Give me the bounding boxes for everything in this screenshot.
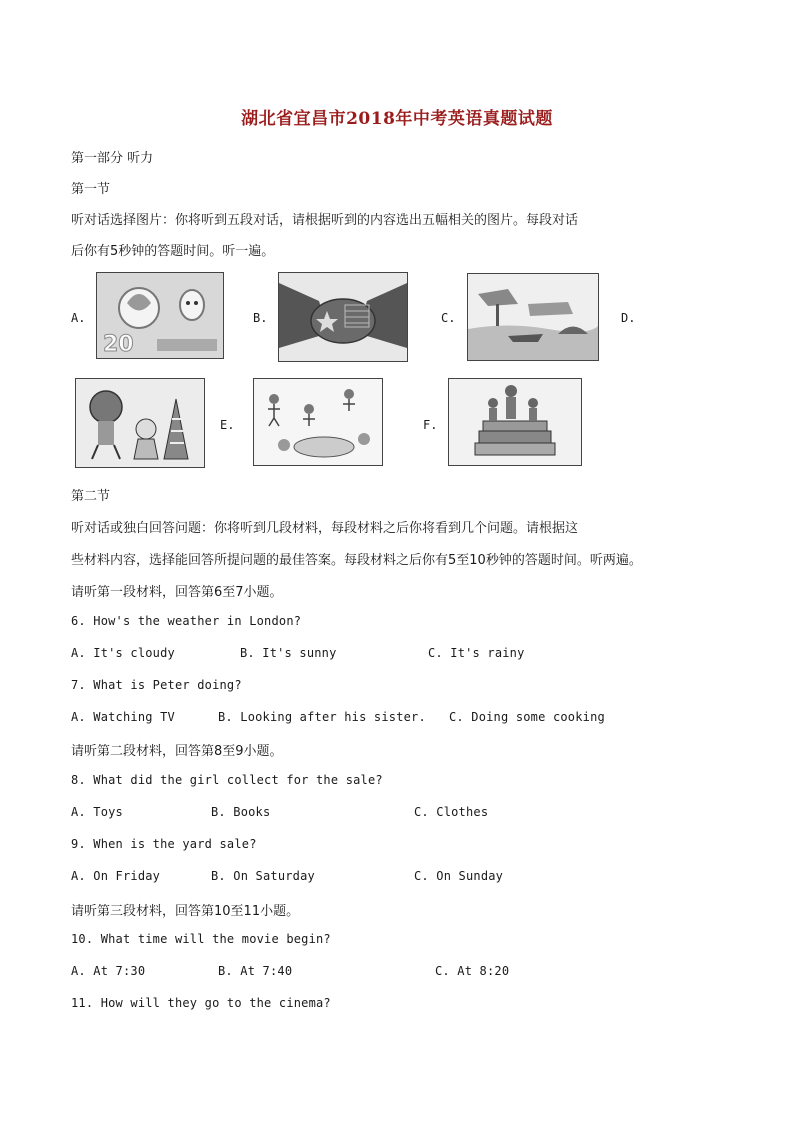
picture-d-cartoon-characters <box>75 378 205 468</box>
section-heading: 第二节 <box>71 489 111 504</box>
option-a: A. It's cloudy <box>71 646 175 660</box>
question-8: 8. What did the girl collect for the sale? <box>71 773 383 787</box>
instructions-line: 些材料内容，选择能回答所提问题的最佳答案。每段材料之后你有5至10秒钟的答题时间。听两遍。 <box>71 553 642 568</box>
part-heading: 第一部分 听力 <box>71 151 154 166</box>
picture-label: E. <box>220 418 235 432</box>
section-heading: 第一节 <box>71 182 111 197</box>
picture-label: F. <box>423 418 438 432</box>
page-title: 湖北省宜昌市2018年中考英语真题试题 <box>241 109 553 129</box>
option-a: A. On Friday <box>71 869 161 883</box>
option-b: B. It's sunny <box>240 646 337 660</box>
picture-f-kids-on-books <box>448 378 582 466</box>
option-c: C. Clothes <box>414 805 489 819</box>
picture-e-children-playing <box>253 378 383 466</box>
instructions-line: 听对话选择图片：你将听到五段对话，请根据听到的内容选出五幅相关的图片。每段对话 <box>71 213 579 228</box>
question-9: 9. When is the yard sale? <box>71 837 257 851</box>
svg-text:20: 20 <box>103 332 134 357</box>
picture-label: D. <box>621 311 636 325</box>
picture-c-boats-on-water <box>467 273 599 361</box>
option-b: B. At 7:40 <box>218 964 293 978</box>
picture-b-handshake-flags <box>278 272 408 362</box>
picture-label: B. <box>253 311 268 325</box>
option-b: B. Looking after his sister. <box>218 710 426 724</box>
option-a: A. Toys <box>71 805 123 819</box>
question-11: 11. How will they go to the cinema? <box>71 996 331 1010</box>
option-c: C. It's rainy <box>428 646 525 660</box>
material-heading: 请听第二段材料，回答第8至9小题。 <box>71 744 283 759</box>
instructions-line: 后你有5秒钟的答题时间。听一遍。 <box>71 244 275 259</box>
instructions-line: 听对话或独白回答问题：你将听到几段材料，每段材料之后你将看到几个问题。请根据这 <box>71 521 579 536</box>
picture-label: C. <box>441 311 456 325</box>
material-heading: 请听第一段材料，回答第6至7小题。 <box>71 585 283 600</box>
material-heading: 请听第三段材料，回答第10至11小题。 <box>71 904 300 919</box>
option-c: C. On Sunday <box>414 869 504 883</box>
question-6: 6. How's the weather in London? <box>71 614 302 628</box>
option-a: A. At 7:30 <box>71 964 146 978</box>
picture-label: A. <box>71 311 86 325</box>
option-b: B. On Saturday <box>211 869 315 883</box>
option-a: A. Watching TV <box>71 710 175 724</box>
question-7: 7. What is Peter doing? <box>71 678 242 692</box>
picture-a-world-cup-image <box>96 272 224 359</box>
option-c: C. At 8:20 <box>435 964 510 978</box>
option-c: C. Doing some cooking <box>449 710 605 724</box>
question-10: 10. What time will the movie begin? <box>71 932 331 946</box>
option-b: B. Books <box>211 805 271 819</box>
